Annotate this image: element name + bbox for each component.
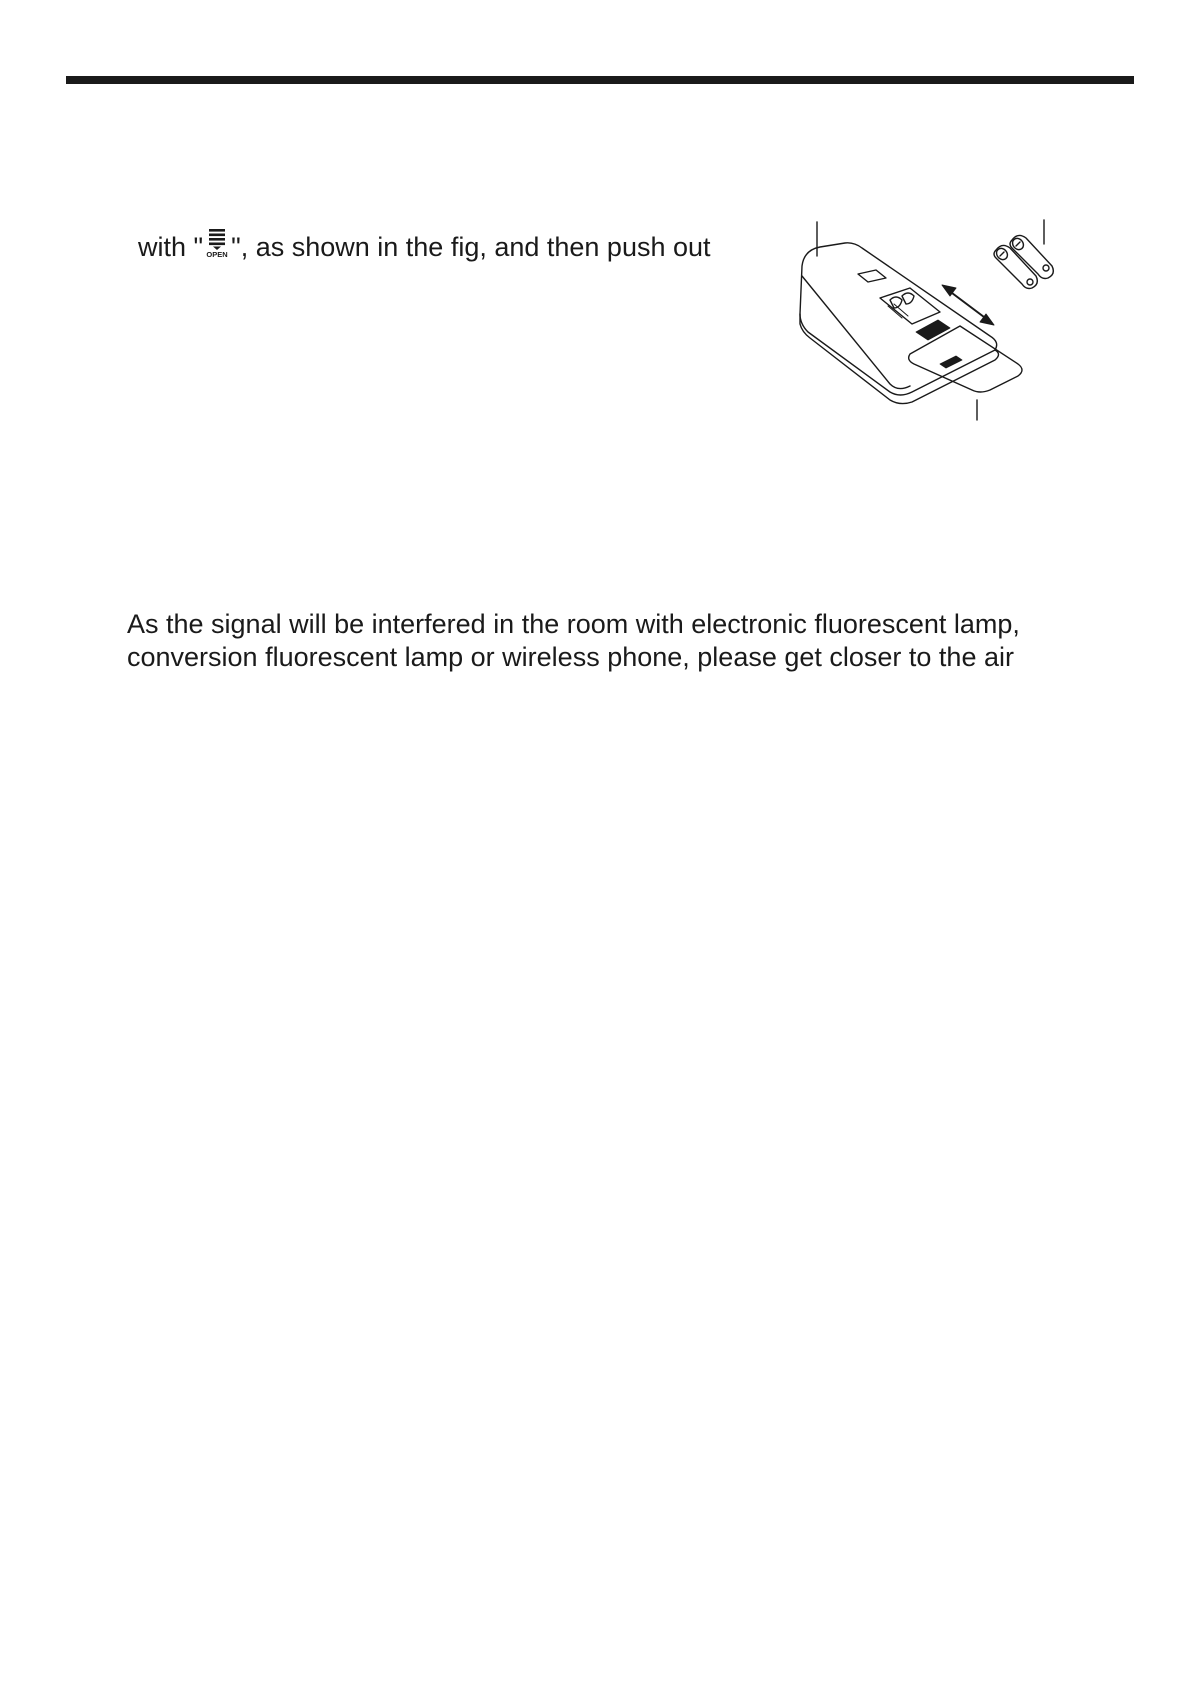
paragraph-line-2: conversion fluorescent lamp or wireless phone, please get closer to the air: [127, 642, 1014, 672]
instruction-text-before: with ": [138, 232, 204, 262]
remote-control-icon: [800, 243, 999, 404]
open-symbol-icon: [204, 228, 230, 258]
top-rule: [66, 76, 1134, 84]
instruction-text-after: ", as shown in the fig, and then push out: [231, 232, 711, 262]
remote-battery-figure: [790, 214, 1100, 424]
interference-paragraph: [127, 608, 1020, 674]
double-arrow-icon: [942, 285, 994, 325]
open-symbol-label: OPEN: [206, 250, 228, 258]
instruction-line: [138, 228, 711, 264]
paragraph-line-1: As the signal will be interfered in the room with electronic fluorescent lamp,: [127, 609, 1020, 639]
